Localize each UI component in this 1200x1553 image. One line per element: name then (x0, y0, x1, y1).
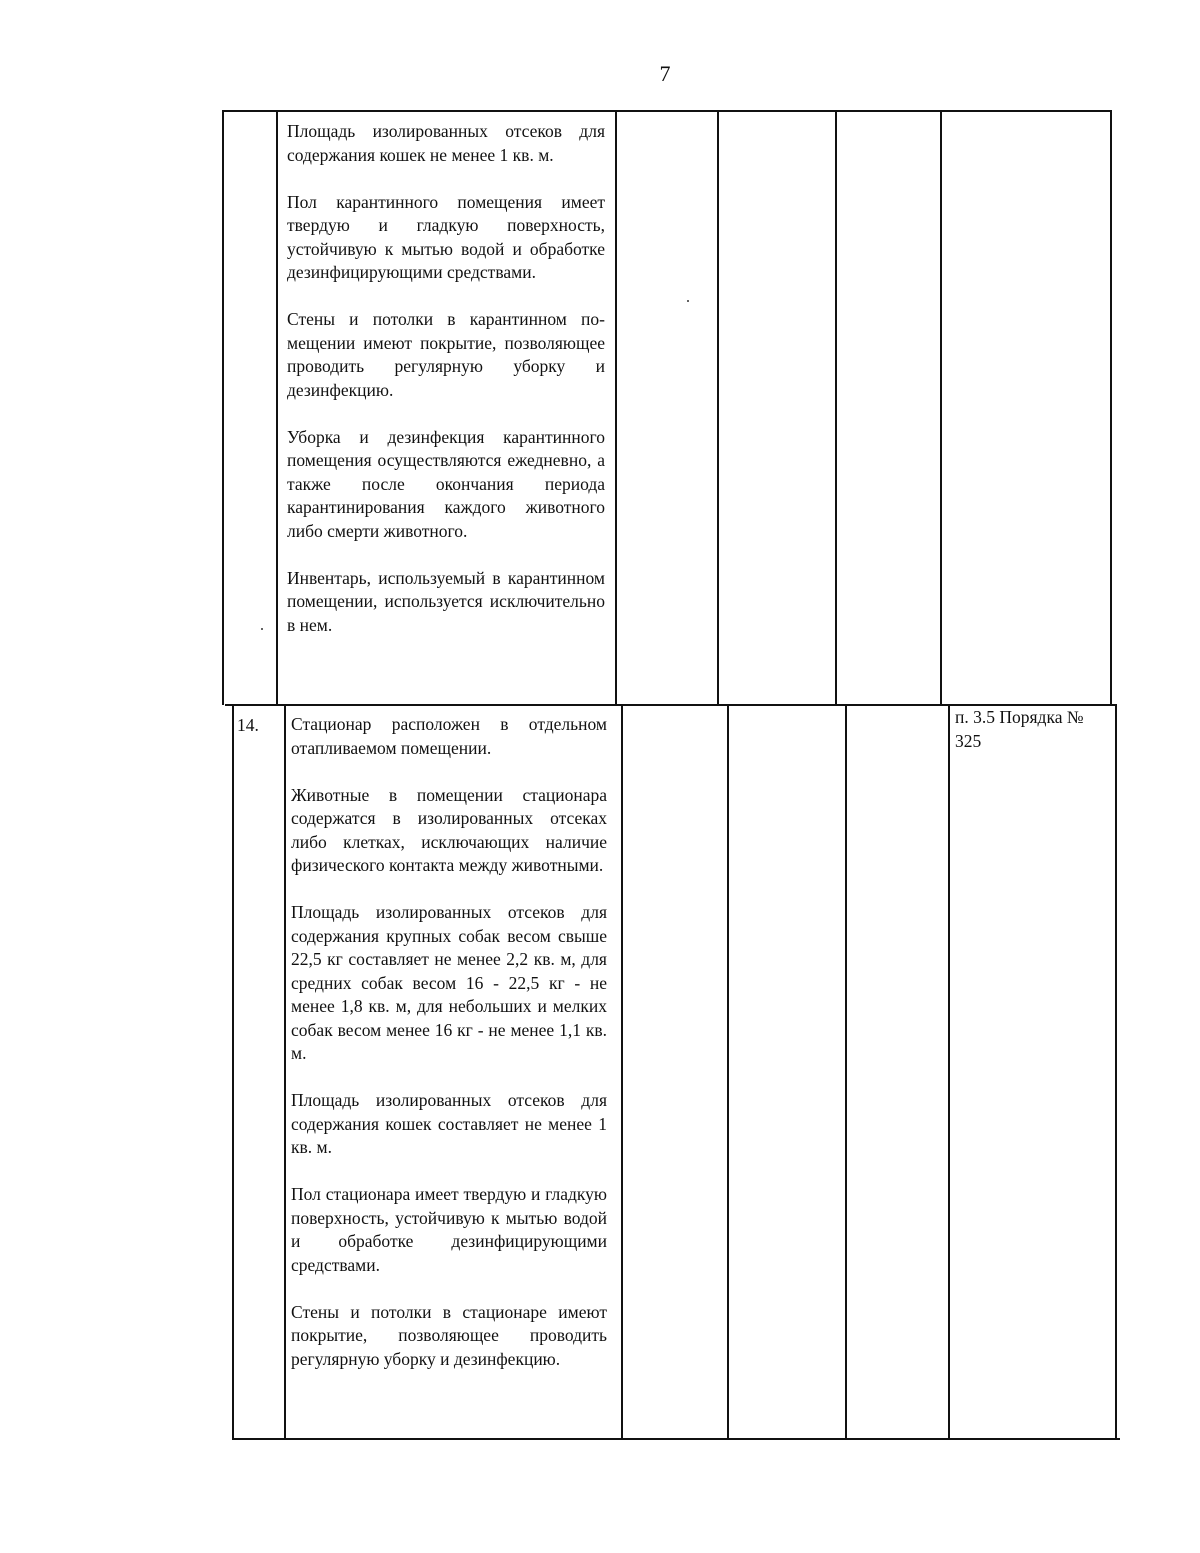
col-border-3 (727, 704, 729, 1440)
table-top-border (222, 110, 1110, 112)
col-border-right (1110, 110, 1112, 705)
col-border-left (222, 110, 224, 705)
col-border-5 (940, 110, 942, 705)
col-border-text (621, 704, 623, 1440)
page-number: 7 (659, 61, 671, 86)
requirement-text-cell (287, 120, 605, 637)
requirement-paragraph: Уборка и дезинфекция карантинного помещения осуществляются ежедневно, а также после окончания периода карантинирования каждого животного либо смерти животного. (287, 426, 605, 541)
requirement-paragraph: Стены и потолки в карантинном помещении имеют покрытие, позволяющее проводить регулярную уборку и дезинфекцию. (287, 309, 605, 400)
col-border-5 (948, 704, 950, 1440)
requirement-paragraph: Площадь изолированных отсеков для содержания кошек не менее 1 кв. м. (287, 121, 605, 165)
requirement-paragraph: Животные в помещении стационара содержатся в изолированных отсеках либо клетках, исключающих наличие физического контакта между животными. (291, 784, 607, 875)
col-border-4 (835, 110, 837, 705)
requirement-paragraph: Площадь изолированных отсеков для содержания кошек составляет не менее 1 кв. м. (291, 1090, 607, 1157)
col-border-4 (845, 704, 847, 1440)
requirement-paragraph: Стены и потолки в стационаре имеют покрытие, позволяющее проводить регулярную уборку и дезинфекцию. (291, 1301, 607, 1369)
requirement-paragraph: Пол карантинного помещения имеет твердую и гладкую поверхность, устойчивую к мытью водой и обработке дезинфицирующими средствами. (287, 191, 605, 282)
table-bottom-border (232, 1438, 1120, 1440)
col-border-3 (717, 110, 719, 705)
col-border-text (615, 110, 617, 705)
requirement-text-cell (291, 713, 607, 1371)
requirement-paragraph: Инвентарь, используемый в карантинном помещении, используется исключительно в нем. (287, 567, 605, 635)
requirement-paragraph: Стационар расположен в отдельном отапливаемом помещении. (291, 714, 607, 758)
requirement-paragraph: Площадь изолированных отсеков для содержания крупных собак весом свыше 22,5 кг составляет не менее 2,2 кв. м, для средних собак весом 16 - 22,5 кг - не менее 1,8 кв. м, для небольших и мелких собак весом менее 16 кг - не менее 1,1 кв. м. (291, 902, 607, 1063)
scan-speck (261, 628, 263, 630)
requirement-paragraph: Пол стационара имеет твердую и гладкую поверхность, устойчивую к мытью водой и обработке дезинфицирующими средствами. (291, 1184, 607, 1275)
legal-reference: п. 3.5 Порядка № 325 (955, 707, 1084, 751)
col-border-right (1115, 704, 1117, 1440)
row-number: 14. (237, 715, 259, 735)
col-border-left (232, 704, 234, 1440)
scan-speck (687, 300, 689, 302)
col-border-num (284, 704, 286, 1440)
col-border-num (276, 110, 278, 705)
